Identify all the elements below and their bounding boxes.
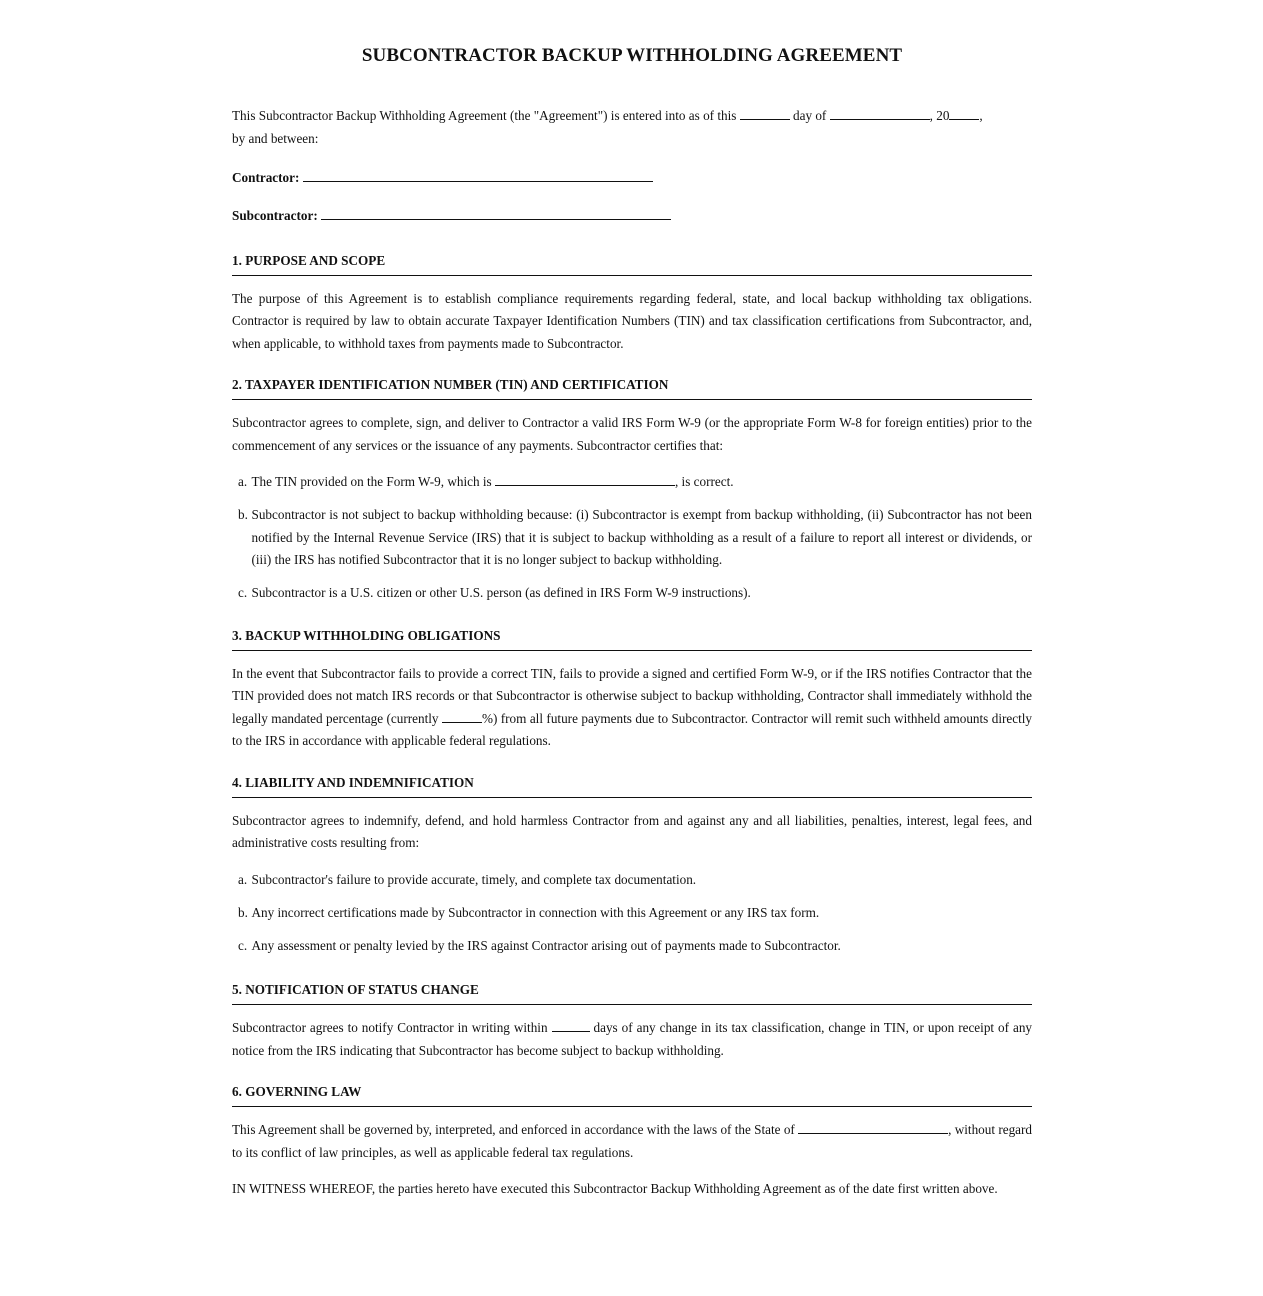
tin-blank[interactable] xyxy=(495,472,675,486)
status-text-after: days of any change in its tax classification, change in TIN, or upon receipt of any notice from the IRS indicating that Subcontractor has become subject to backup withholding. xyxy=(232,1020,1033,1058)
list-item xyxy=(232,471,1032,494)
list-item-text xyxy=(252,471,1033,494)
tin-text-before: The TIN provided on the Form W-9, which is xyxy=(251,474,492,489)
document-page xyxy=(232,0,1032,1201)
section-body-governing-law xyxy=(232,1119,1032,1164)
state-blank[interactable] xyxy=(798,1120,948,1134)
withholding-text-after: %) from all future payments due to Subcontractor. Contractor will remit such withheld amounts directly to the IRS in accordance with applicable federal regulations. xyxy=(232,710,1033,748)
section-heading-status-change: 5. NOTIFICATION OF STATUS CHANGE xyxy=(232,979,1032,1005)
month-blank[interactable] xyxy=(830,106,930,120)
list-marker: b. xyxy=(238,904,248,920)
withholding-text-before: In the event that Subcontractor fails to provide a correct TIN, fails to provide a signed and certified Form W-9, or if the IRS notifies Contractor that the TIN provided does not match IRS records or that Subcontractor is otherwise subject to backup withholding, Contractor shall immediately withhold the legally mandated percentage (currently xyxy=(232,665,1032,726)
list-marker: c. xyxy=(238,585,248,600)
days-blank[interactable] xyxy=(552,1018,590,1032)
list-item xyxy=(232,582,1032,605)
list-item xyxy=(232,869,1032,892)
intro-text-5: by and between: xyxy=(232,130,319,146)
intro-text-3: , 20 xyxy=(929,108,950,123)
section-body-tin: Subcontractor agrees to complete, sign, and deliver to Contractor a valid IRS Form W-9 (or the appropriate Form W-8 for foreign entities) prior to the commencement of any services or the issuance of any payments. Subcontractor certifies that: xyxy=(232,415,1032,453)
intro-text-1: This Subcontractor Backup Withholding Agreement (the "Agreement") is entered into as of this xyxy=(232,108,737,123)
contractor-label: Contractor: xyxy=(232,170,300,185)
section-heading-governing-law: 6. GOVERNING LAW xyxy=(232,1081,1032,1107)
intro-text-2: day of xyxy=(793,108,827,123)
tin-certification-list xyxy=(232,471,1032,605)
percentage-blank[interactable] xyxy=(442,709,482,723)
year-blank[interactable] xyxy=(949,106,979,120)
witness-paragraph: IN WITNESS WHEREOF, the parties hereto have executed this Subcontractor Backup Withholding Agreement as of the date first written above. xyxy=(232,1181,998,1196)
contractor-blank[interactable] xyxy=(303,168,653,182)
section-body-liability: Subcontractor agrees to indemnify, defend, and hold harmless Contractor from and against any and all liabilities, penalties, interest, legal fees, and administrative costs resulting from: xyxy=(232,812,1032,850)
subcontractor-label: Subcontractor: xyxy=(232,208,318,223)
contractor-line xyxy=(232,167,1032,190)
intro-text-4: , xyxy=(979,108,983,123)
list-marker: c. xyxy=(238,937,248,953)
intro-paragraph xyxy=(232,105,1032,150)
law-text-before: This Agreement shall be governed by, interpreted, and enforced in accordance with the laws of the State of xyxy=(232,1122,795,1137)
list-item-text: Subcontractor is a U.S. citizen or other U.S. person (as defined in IRS Form W-9 instructions). xyxy=(251,585,751,600)
tin-text-after: , is correct. xyxy=(674,474,734,489)
section-heading-liability: 4. LIABILITY AND INDEMNIFICATION xyxy=(232,772,1032,798)
list-item xyxy=(232,504,1032,572)
day-blank[interactable] xyxy=(740,106,790,120)
section-heading-backup-withholding: 3. BACKUP WITHHOLDING OBLIGATIONS xyxy=(232,625,1032,651)
document-title: SUBCONTRACTOR BACKUP WITHHOLDING AGREEMENT xyxy=(361,45,903,66)
section-body-backup-withholding xyxy=(232,663,1032,753)
law-text-after: , without regard to its conflict of law principles, as well as applicable federal tax regulations. xyxy=(232,1122,1033,1160)
status-text-before: Subcontractor agrees to notify Contractor in writing within xyxy=(232,1020,548,1035)
list-item-text: Any incorrect certifications made by Subcontractor in connection with this Agreement or any IRS tax form. xyxy=(251,904,820,920)
subcontractor-blank[interactable] xyxy=(321,206,671,220)
liability-list xyxy=(232,869,1032,958)
section-heading-tin: 2. TAXPAYER IDENTIFICATION NUMBER (TIN) AND CERTIFICATION xyxy=(232,374,1032,400)
list-item xyxy=(232,902,1032,925)
list-item xyxy=(232,935,1032,958)
list-item-text: Subcontractor's failure to provide accurate, timely, and complete tax documentation. xyxy=(251,871,697,887)
list-marker: a. xyxy=(238,474,248,489)
section-body-status-change xyxy=(232,1017,1032,1062)
subcontractor-line xyxy=(232,205,1032,228)
list-item-text: Subcontractor is not subject to backup withholding because: (i) Subcontractor is exempt from backup withholding, (ii) Subcontractor has not been notified by the Internal Revenue Service (IRS) that it is subject to backup withholding as a result of a failure to report all interest or dividends, or (iii) the IRS has notified Subcontractor that it is no longer subject to backup withholding. xyxy=(251,507,1032,567)
list-marker: a. xyxy=(238,871,248,887)
section-heading-purpose: 1. PURPOSE AND SCOPE xyxy=(232,250,1032,276)
list-marker: b. xyxy=(238,507,248,522)
list-item-text: Any assessment or penalty levied by the IRS against Contractor arising out of payments made to Subcontractor. xyxy=(251,937,841,953)
section-body-purpose: The purpose of this Agreement is to establish compliance requirements regarding federal, state, and local backup withholding tax obligations. Contractor is required by law to obtain accurate Taxpayer Identification Numbers (TIN) and tax classification certifications from Subcontractor, and, when applicable, to withhold taxes from payments made to Subcontractor. xyxy=(232,290,1032,351)
